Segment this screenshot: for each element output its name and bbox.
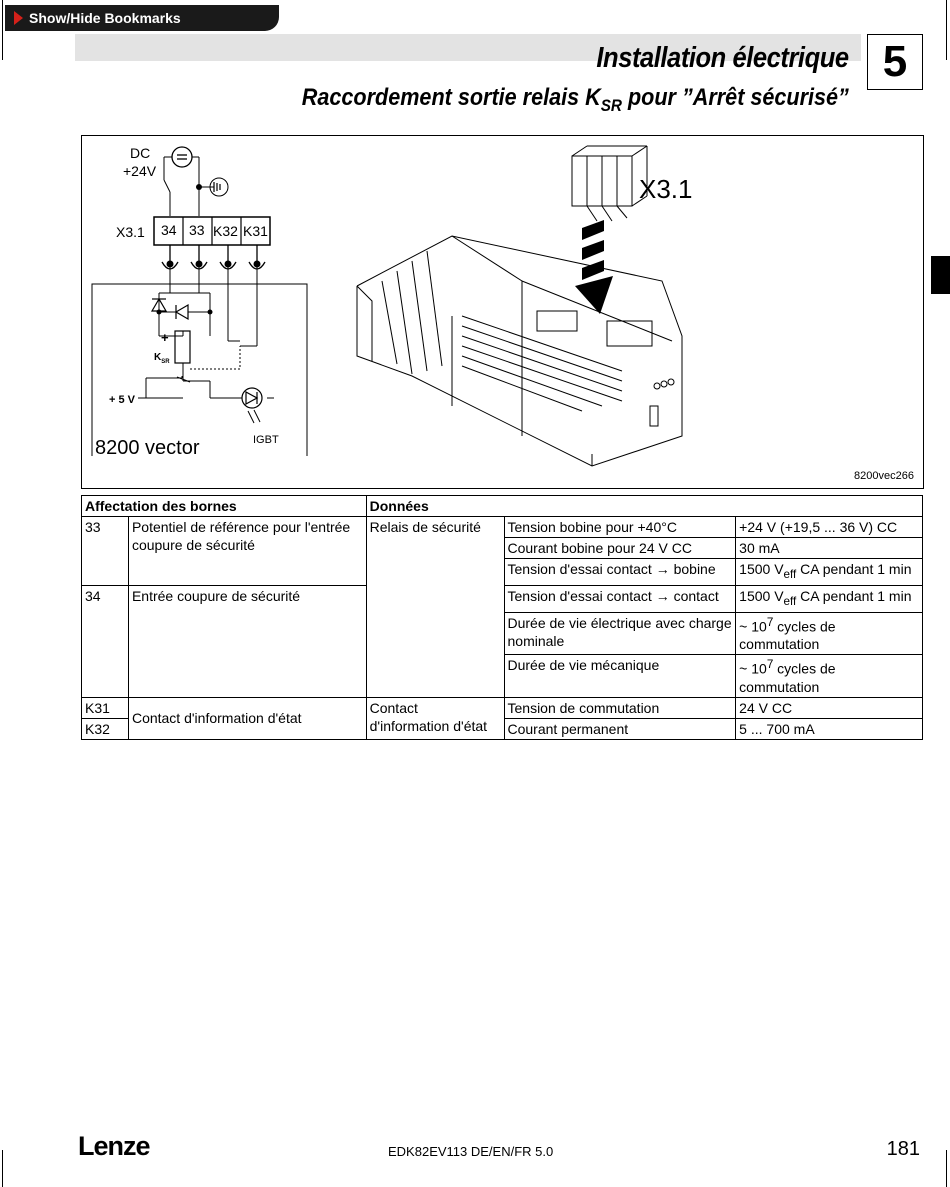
- value: 24 V CC: [736, 697, 923, 718]
- figure-code: 8200vec266: [854, 470, 914, 482]
- terminal-number: 33: [82, 517, 129, 586]
- value: ~ $10^7$ cycles de commutation: [736, 612, 923, 655]
- device-label: 8200 vector: [95, 437, 200, 459]
- parameter: Courant permanent: [504, 718, 736, 739]
- voltage-label: +24V: [123, 163, 157, 179]
- crop-mark: [2, 1150, 3, 1187]
- value: +24 V (+19,5 ... 36 V) CC: [736, 517, 923, 538]
- value: 1500 $V_{eff}$ CA pendant 1 min: [736, 559, 923, 586]
- value: 30 mA: [736, 538, 923, 559]
- iso-connector-label: X3.1: [639, 174, 693, 204]
- terminal-k32: K32: [213, 223, 238, 239]
- terminal-number: K31: [82, 697, 129, 718]
- terminal-description: Potentiel de référence pour l'entrée coupure de sécurité: [128, 517, 366, 586]
- triangle-right-icon: [14, 11, 23, 25]
- header-terminal-assignment: Affectation des bornes: [82, 496, 367, 517]
- terminal-k31: K31: [243, 223, 268, 239]
- relay-label: $K_{SR}$: [154, 352, 170, 365]
- led-icon: [242, 388, 262, 408]
- lenze-logo: Lenze: [78, 1131, 150, 1161]
- bookmarks-button-label: Show/Hide Bookmarks: [29, 10, 181, 26]
- igbt-label: IGBT: [253, 434, 279, 446]
- group-label: Contact d'information d'état: [366, 697, 504, 739]
- terminal-number: K32: [82, 718, 129, 739]
- crop-mark: [2, 0, 3, 60]
- header-data: Données: [366, 496, 922, 517]
- terminal-data-table: [81, 495, 923, 740]
- group-label: Relais de sécurité: [366, 517, 504, 698]
- document-id: EDK82EV113 DE/EN/FR 5.0: [388, 1144, 554, 1159]
- page-number: 181: [886, 1138, 920, 1160]
- chapter-tab-marker: [931, 256, 950, 294]
- wiring-figure: [81, 135, 924, 489]
- plus5v-label: + 5 V: [109, 394, 135, 406]
- table-row: [82, 517, 923, 538]
- dc-source-icon: [172, 147, 192, 167]
- value: ~ $10^7$ cycles de commutation: [736, 655, 923, 698]
- terminal-description: Contact d'information d'état: [128, 697, 366, 739]
- connector-label: X3.1: [116, 224, 145, 240]
- parameter: Durée de vie mécanique: [504, 655, 736, 698]
- terminal-number: 34: [82, 585, 129, 697]
- crop-mark: [946, 1150, 947, 1187]
- parameter: Courant bobine pour 24 V CC: [504, 538, 736, 559]
- section-title: Raccordement sortie relais $K_{SR}$ pour ”Arrêt sécurisé”: [301, 84, 849, 115]
- insert-arrow-icon: [575, 220, 613, 314]
- terminal-34: 34: [161, 222, 177, 238]
- dc-label: DC: [130, 145, 151, 161]
- value: 5 ... 700 mA: [736, 718, 923, 739]
- chapter-number: 5: [867, 34, 923, 90]
- parameter: Tension de commutation: [504, 697, 736, 718]
- crop-mark: [946, 0, 947, 60]
- parameter: Tension d'essai contact → bobine: [504, 559, 736, 586]
- parameter: Tension d'essai contact → contact: [504, 585, 736, 612]
- drive-illustration: [357, 146, 682, 466]
- parameter: Tension bobine pour +40°C: [504, 517, 736, 538]
- show-hide-bookmarks-button[interactable]: [5, 5, 279, 31]
- wiring-diagram: [82, 136, 923, 488]
- terminal-description: Entrée coupure de sécurité: [128, 585, 366, 697]
- value: 1500 $V_{eff}$ CA pendant 1 min: [736, 585, 923, 612]
- table-header-row: [82, 496, 923, 517]
- chapter-title: Installation électrique: [596, 42, 849, 74]
- table-row: [82, 697, 923, 718]
- parameter: Durée de vie électrique avec charge nominale: [504, 612, 736, 655]
- plus-label: +: [161, 330, 169, 345]
- terminal-33: 33: [189, 222, 205, 238]
